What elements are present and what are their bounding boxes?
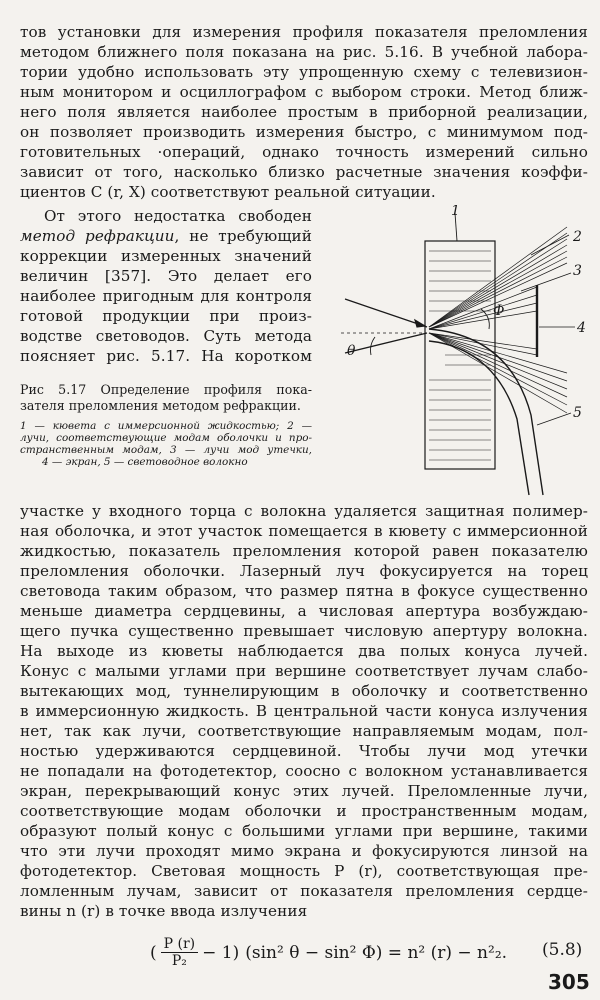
text-line: вины n (r) в точке ввода излучения: [20, 902, 308, 920]
text-line: циентов C (r, X) соответствуют реальной ситуации.: [20, 183, 436, 201]
label-1: 1: [451, 205, 460, 219]
text-line: меньше диаметра сердцевины, а числовая апертура возбуждаю-: [20, 602, 588, 620]
paren-open: (: [150, 942, 157, 963]
equation: [150, 936, 507, 969]
refraction-diagram: [305, 205, 595, 497]
fiber: [429, 329, 543, 495]
text-line: фотодетектор. Световая мощность P (r), соответствующая пре-: [20, 862, 588, 880]
figure-caption: Рис 5.17 Определение профиля пока-: [20, 382, 312, 397]
label-2: 2: [573, 229, 582, 245]
figure-legend: 1 — кювета с иммерсионной жидкостью; 2 —: [20, 420, 312, 432]
text-line: ностью удерживаются сердцевиной. Чтобы лучи мод утечки: [20, 742, 588, 760]
text-line: готовительных ·операций, однако точность измерений сильно: [20, 143, 588, 161]
text-line: ная оболочка, и этот участок помещается в кювету с иммерсионной: [20, 522, 588, 540]
page-number: 305: [548, 970, 590, 994]
label-phi: Φ: [493, 303, 505, 319]
text-line: что эти лучи проходят мимо экрана и фокусируются линзой на: [20, 842, 588, 860]
text-line: образуют полый конус с большими углами при вершине, такими: [20, 822, 588, 840]
figure-legend: странственным модам, 3 — лучи мод утечки,: [20, 444, 312, 456]
text-line: щего пучка существенно превышает числовую апертуру волокна.: [20, 622, 588, 640]
text-line: он позволяет производить измерения быстро, с минимумом под-: [20, 123, 588, 141]
text-line: методом ближнего поля показана на рис. 5.16. В учебной лабора-: [20, 43, 588, 61]
text-line: не попадали на фотодетектор, соосно с волокном устанавливается: [20, 762, 588, 780]
incident-beam: [345, 299, 427, 327]
emphasis-term: метод рефракции: [20, 227, 175, 245]
text-line: водстве световодов. Суть метода: [20, 327, 312, 345]
leaky-mode-rays: [429, 287, 537, 329]
text-line: коррекции измеренных значений: [20, 247, 312, 265]
equation-number: (5.8): [542, 940, 583, 960]
text-line: На выходе из кюветы наблюдается два полых конуса лучей.: [20, 642, 588, 660]
fraction-denominator: P₂: [171, 953, 187, 969]
text-line: нет, так как лучи, соответствующие направляемым модам, пол-: [20, 722, 588, 740]
formula-rhs: (sin² θ − sin² Φ) = n² (r) − n²₂.: [245, 942, 508, 963]
text-line: него поля является наиболее простым в приборной реализации,: [20, 103, 588, 121]
label-theta: θ: [347, 343, 356, 359]
text-line: преломления оболочки. Лазерный луч фокусируется на торец: [20, 562, 588, 580]
text-line: тории удобно использовать эту упрощенную схему с телевизион-: [20, 63, 588, 81]
label-4: 4: [577, 320, 586, 336]
text-line: тов установки для измерения профиля показателя преломления: [20, 23, 588, 41]
text-line: поясняет рис. 5.17. На коротком: [20, 347, 312, 365]
figure-legend: лучи, соответствующие модам оболочки и про-: [20, 432, 312, 444]
immersion-liquid: [429, 251, 491, 460]
text-line: Конус с малыми углами при вершине соответствует лучам слабо-: [20, 662, 588, 680]
fraction-numerator: P (r): [161, 936, 199, 953]
text-line: наиболее пригодным для контроля: [20, 287, 312, 305]
text-line: От этого недостатка свободен: [44, 207, 312, 225]
text-line: соответствующие модам оболочки и пространственным модам,: [20, 802, 588, 820]
formula-term: − 1): [202, 942, 240, 963]
text-line: в иммерсионную жидкость. В центральной части конуса излучения: [20, 702, 588, 720]
text-line: величин [357]. Это делает его: [20, 267, 312, 285]
text-line: жидкостью, показатель преломления которой равен показателю: [20, 542, 588, 560]
text-line: вытекающих мод, туннелирующим в оболочку и соответственно: [20, 682, 588, 700]
text-span: , не требующий: [174, 227, 312, 245]
text-line: экран, перекрывающий конус этих лучей. Преломленные лучи,: [20, 782, 588, 800]
text-line: ломленным лучам, зависит от показателя преломления сердце-: [20, 882, 588, 900]
text-line: [20, 226, 312, 246]
fraction: [161, 936, 199, 969]
text-line: участке у входного торца с волокна удаляется защитная полимер-: [20, 502, 588, 520]
text-line: световода таким образом, что размер пятна в фокусе существенно: [20, 582, 588, 600]
text-line: зависит от того, насколько близко расчетные значения коэффи-: [20, 163, 588, 181]
label-5: 5: [573, 405, 582, 421]
figure-caption: зателя преломления методом рефракции.: [20, 398, 301, 413]
text-line: готовой продукции при произ-: [20, 307, 312, 325]
label-3: 3: [573, 263, 582, 279]
figure-legend: 4 — экран, 5 — световодное волокно: [42, 456, 248, 468]
text-line: ным монитором и осциллографом с выбором строки. Метод ближ-: [20, 83, 588, 101]
